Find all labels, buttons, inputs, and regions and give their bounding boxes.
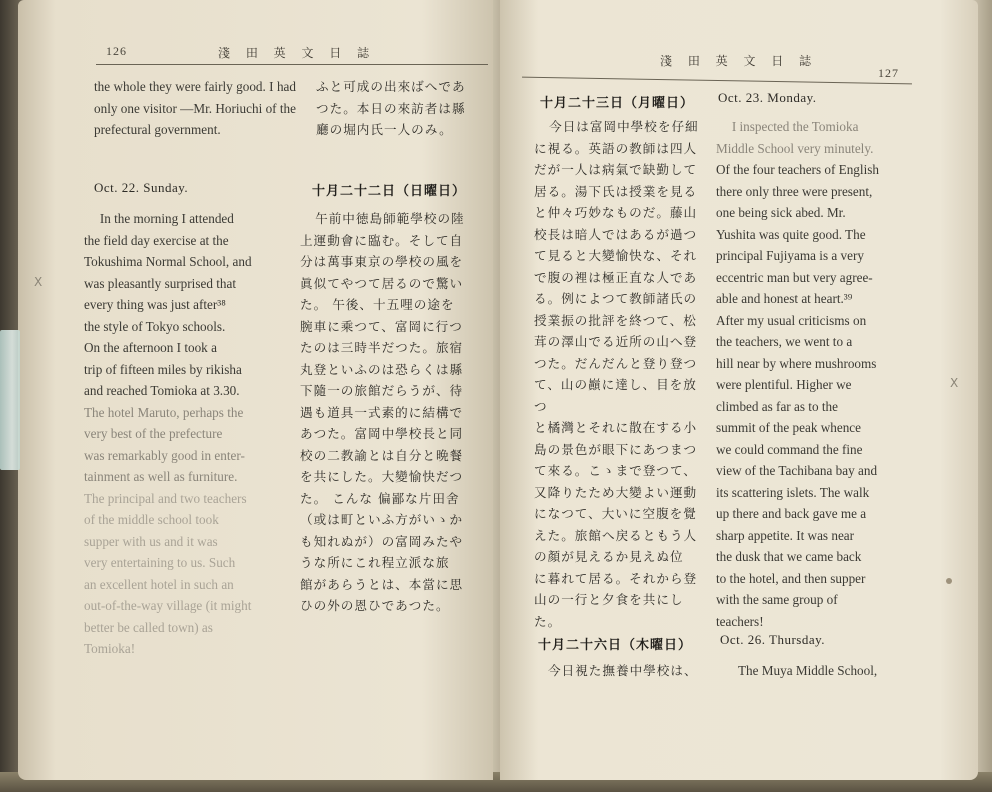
text-line: 居る。湯下氏は授業を見る <box>534 183 698 199</box>
text-line: eccentric man but very agree- <box>716 269 873 285</box>
text-line: In the morning I attended <box>99 211 234 226</box>
margin-x-mark-right: X <box>950 376 959 390</box>
text-line: with the same group of <box>716 592 838 607</box>
text-line: Tomioka! <box>84 641 136 656</box>
text-line: た。 午後、十五哩の途を <box>300 297 455 312</box>
text-line: hill near by where mushrooms <box>716 355 877 371</box>
right-body1-japanese <box>534 116 708 632</box>
text-line: 山の一行と夕食を共にし <box>534 592 684 607</box>
text-line: 今日は富岡中學校を仔細 <box>549 119 699 134</box>
text-line: of the middle school took <box>84 512 219 527</box>
text-line: The principal and two teachers <box>84 490 247 506</box>
text-line: was pleasantly surprised that <box>84 275 236 291</box>
text-line: と仲々巧妙なものだ。藤山 <box>534 205 698 220</box>
text-line: better be called town) as <box>84 619 213 635</box>
text-line: えた。旅館へ戻るともう人 <box>534 527 698 543</box>
text-line: に暮れて居る。それから登 <box>534 570 698 586</box>
text-line: と橘灣とそれに散在する小 <box>534 420 698 435</box>
text-line: very best of the prefecture <box>84 426 223 441</box>
text-line: out-of-the-way village (it might <box>84 598 252 613</box>
text-line: たのは三時半だつた。旅宿 <box>300 340 464 355</box>
text-line: 分は萬事東京の學校の風を <box>300 254 464 269</box>
left-head-rule <box>96 64 488 65</box>
text-line: 館があらうとは、本當に思 <box>300 576 464 592</box>
text-line: 眞似てやつて居るので驚い <box>300 275 464 291</box>
text-line: up there and back gave me a <box>716 506 867 521</box>
left-top-english-text: the whole they were fairly good. I had only one visitor —Mr. Horiuchi of the prefectural government. <box>94 79 296 137</box>
right-body1-english <box>716 116 916 632</box>
text-line: the style of Tokyo schools. <box>84 318 226 334</box>
text-line: 島の景色が眼下にあつまつ <box>534 441 698 457</box>
text-line: the teachers, we went to a <box>716 334 853 349</box>
text-line: climbed as far as to the <box>716 398 838 414</box>
paper-stain <box>946 578 952 584</box>
text-line: 丸登といふのは恐らくは縣 <box>300 361 464 377</box>
text-line: summit of the peak whence <box>716 420 862 435</box>
text-line: and reached Tomioka at 3.30. <box>84 383 240 398</box>
text-line: was remarkably good in enter- <box>84 447 245 463</box>
text-line: teachers! <box>716 613 764 629</box>
text-line: 午前中徳島師範學校の陸 <box>315 211 465 226</box>
text-line: た。 <box>534 613 562 629</box>
text-line: there only three were present, <box>716 183 873 199</box>
text-line: 腕車に乘つて、富岡に行つ <box>300 318 463 334</box>
text-line: 授業振の批評を終つて、松 <box>534 312 697 328</box>
bookmark-tab <box>0 330 20 470</box>
text-line: Tokushima Normal School, and <box>84 254 252 269</box>
text-line: 上運動會に臨む。そして自 <box>300 232 464 248</box>
left-body-english <box>84 208 290 660</box>
text-line: principal Fujiyama is a very <box>716 248 864 263</box>
text-line: あつた。富岡中學校長と同 <box>300 426 464 441</box>
right-date1-japanese: 十月二十三日（月曜日） <box>540 96 695 111</box>
text-line: 下隨一の旅館だらうが、待 <box>300 383 464 398</box>
text-line: 校の二教諭とは自分と晩餐 <box>300 447 464 463</box>
text-line: trip of fifteen miles by rikisha <box>84 361 242 377</box>
text-line: sharp appetite. It was near <box>716 527 855 543</box>
left-running-head: 淺 田 英 文 日 誌 <box>218 46 376 60</box>
text-line: were plentiful. Higher we <box>716 377 852 392</box>
text-line: になつて、大いに空腹を覺 <box>534 506 697 521</box>
left-date-japanese: 十月二十二日（日曜日） <box>312 184 467 199</box>
left-folio: 126 <box>106 44 127 58</box>
left-top-japanese-text: ふと可成の出來ばへであつた。本日の來訪者は縣廳の堀内氏一人のみ。 <box>316 79 466 137</box>
right-running-head: 淺 田 英 文 日 誌 <box>660 54 818 68</box>
text-line: の顏が見えるか見えぬ位 <box>534 549 684 564</box>
text-line: The hotel Maruto, perhaps the <box>84 404 244 420</box>
text-line: 遇も道具一式素的に結構で <box>300 404 464 420</box>
text-line: I inspected the Tomioka <box>731 119 859 134</box>
text-line: view of the Tachibana bay and <box>716 463 878 478</box>
text-line: supper with us and it was <box>84 533 218 549</box>
right-folio: 127 <box>878 66 899 80</box>
text-line: 又降りたため大變よい運動 <box>534 484 698 500</box>
left-date-english: Oct. 22. Sunday. <box>94 180 189 195</box>
text-line: ひの外の恩ひであつた。 <box>300 598 450 613</box>
text-line: て見ると大變愉快な、それ <box>534 248 698 263</box>
text-line: 茸の澤山でる近所の山へ登 <box>534 334 698 349</box>
right-date2-english: Oct. 26. Thursday. <box>720 632 826 647</box>
text-line: tainment as well as furniture. <box>84 469 238 484</box>
text-line: After my usual criticisms on <box>716 312 867 328</box>
text-line: an excellent hotel in such an <box>84 576 234 592</box>
text-line: て來る。こゝまで登つて、 <box>534 463 697 478</box>
text-line: the dusk that we came back <box>716 549 862 564</box>
text-line: the field day exercise at the <box>84 232 229 248</box>
text-line: Middle School very minutely. <box>716 140 874 156</box>
right-date1-english: Oct. 23. Monday. <box>718 90 817 105</box>
text-line: る。例によつて教師諸氏の <box>534 291 698 306</box>
right-body2-japanese: 今日視た撫養中學校は、 <box>548 663 698 678</box>
text-line: 校長は暗人ではあるが過つ <box>534 226 698 242</box>
text-line: every thing was just after³⁸ <box>84 297 226 312</box>
text-line: its scattering islets. The walk <box>716 484 870 500</box>
text-line: た。 こんな 偏鄙な片田舍 <box>300 490 460 506</box>
text-line: On the afternoon I took a <box>84 340 217 355</box>
left-body-japanese <box>300 208 472 617</box>
text-line: も知れぬが）の富岡みたや <box>300 533 464 549</box>
margin-x-mark-left: X <box>34 275 43 289</box>
text-line: able and honest at heart.³⁹ <box>716 291 853 306</box>
text-line: Yushita was quite good. The <box>716 226 866 242</box>
text-line: （或は町といふ方がいゝか <box>300 512 464 527</box>
text-line: we could command the fine <box>716 441 863 457</box>
text-line: つた。だんだんと登り登つ <box>534 355 698 371</box>
text-line: だが一人は病氣で缺勤して <box>534 162 698 177</box>
text-line: に視る。英語の教師は四人 <box>534 140 698 156</box>
right-date2-japanese: 十月二十六日（木曜日） <box>538 638 693 653</box>
text-line: one being sick abed. Mr. <box>716 205 846 220</box>
text-line: て、山の巓に達し、目を放つ <box>534 377 697 414</box>
text-line: Of the four teachers of English <box>716 162 879 177</box>
text-line: で腹の裡は極正直な人であ <box>534 269 698 285</box>
text-line: very entertaining to us. Such <box>84 555 236 570</box>
text-line: を共にした。大變愉快だつ <box>300 469 464 484</box>
right-body2-english: The Muya Middle School, <box>738 663 878 678</box>
text-line: to the hotel, and then supper <box>716 570 866 586</box>
text-line: うな所にこれ程立派な旅 <box>300 555 450 570</box>
